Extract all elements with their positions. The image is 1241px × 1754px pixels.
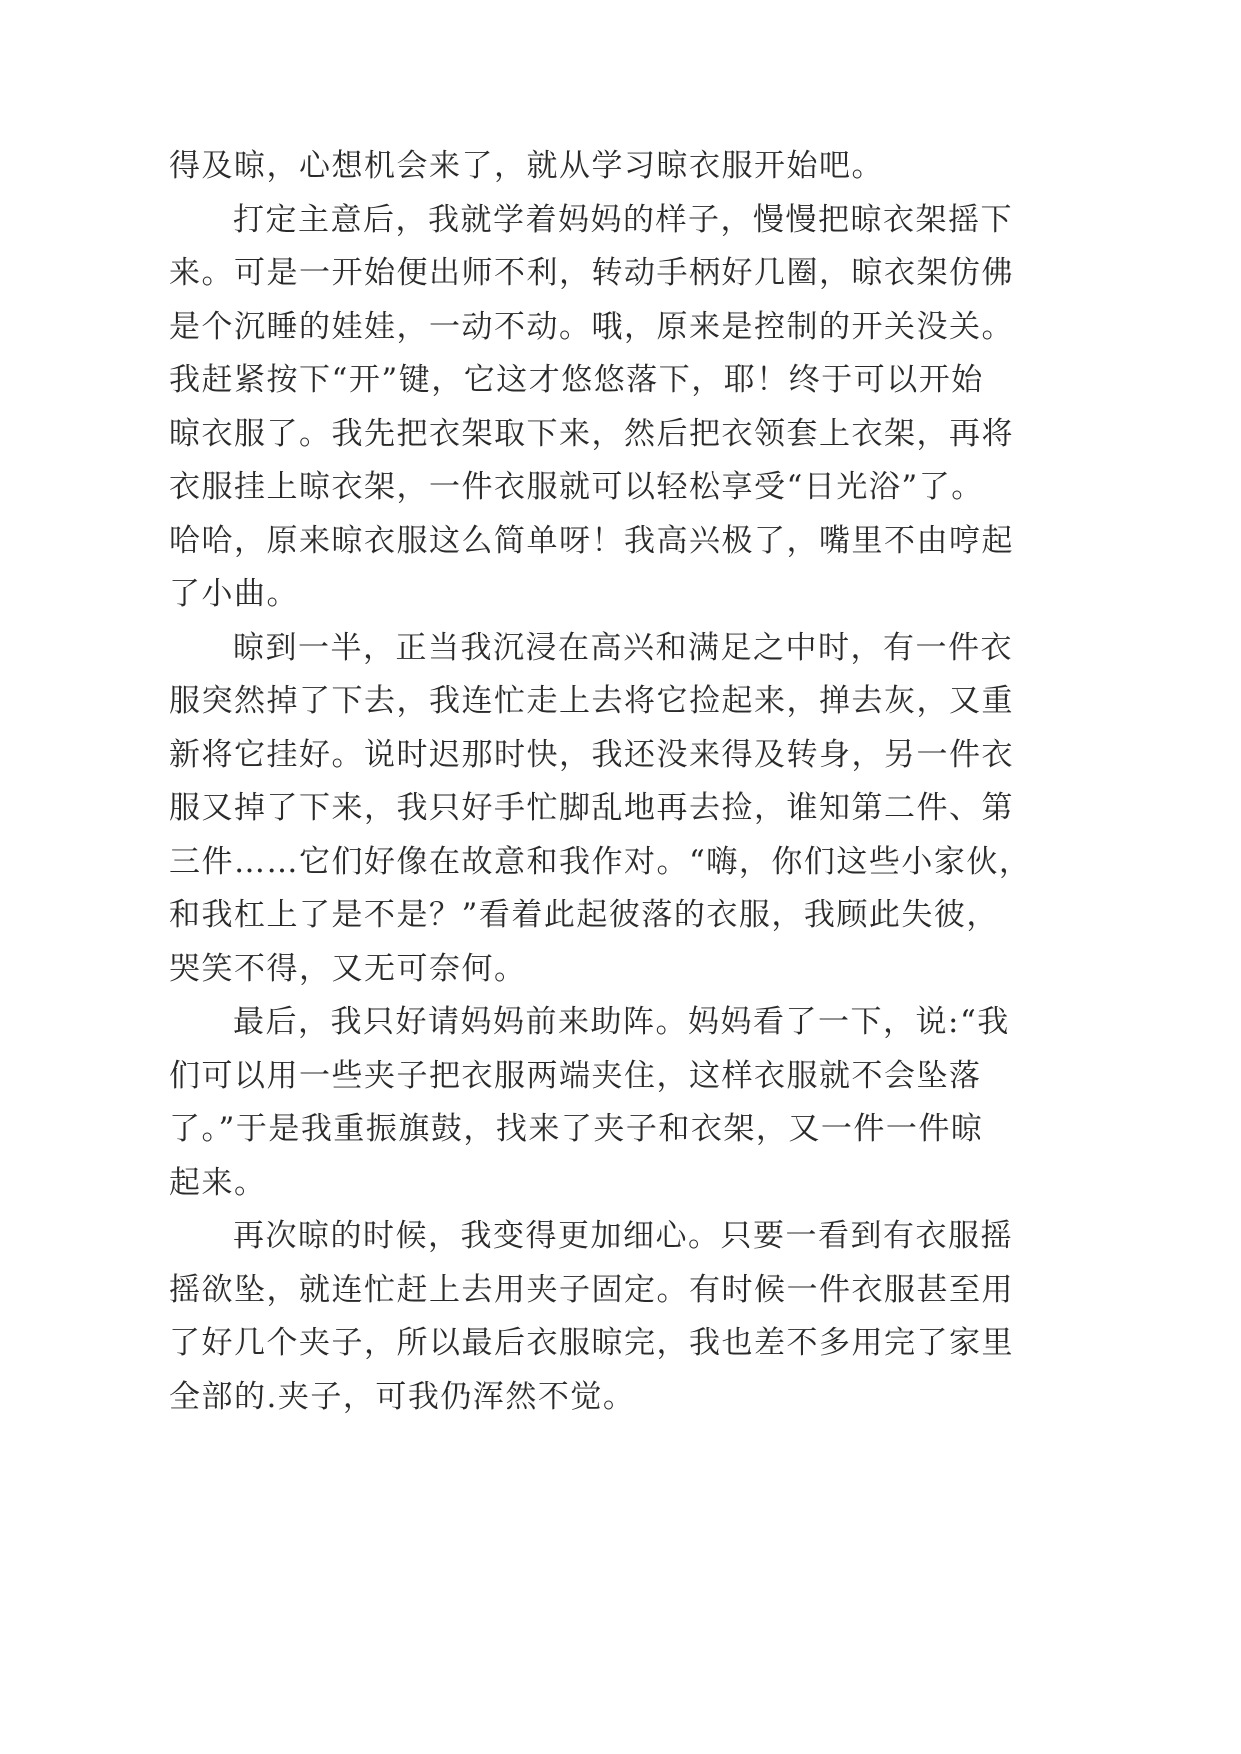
body-text bbox=[169, 140, 1032, 1424]
text-line: 最后，我只好请妈妈前来助阵。妈妈看了一下，说:“我 bbox=[233, 1004, 1010, 1040]
paragraph bbox=[169, 996, 1010, 1210]
text-line: 三件……它们好像在故意和我作对。“嗨，你们这些小家伙， bbox=[169, 843, 1032, 880]
text-line: 起来。 bbox=[169, 1164, 267, 1201]
text-line: 摇欲坠，就连忙赶上去用夹子固定。有时候一件衣服甚至用 bbox=[169, 1271, 1014, 1308]
paragraph bbox=[169, 1210, 1014, 1424]
paragraph bbox=[169, 622, 1032, 997]
text-line: 晾到一半，正当我沉浸在高兴和满足之中时，有一件衣 bbox=[233, 629, 1013, 666]
text-line: 服又掉了下来，我只好手忙脚乱地再去捡，谁知第二件、第 bbox=[169, 790, 1014, 826]
text-line: 打定主意后，我就学着妈妈的样子，慢慢把晾衣架摇下 bbox=[233, 201, 1013, 238]
text-line: 晾衣服了。我先把衣架取下来，然后把衣领套上衣架，再将 bbox=[169, 415, 1014, 452]
text-line: 哭笑不得，又无可奈何。 bbox=[169, 950, 527, 987]
text-line: 和我杠上了是不是？”看着此起彼落的衣服，我顾此失彼， bbox=[169, 897, 999, 933]
text-line: 们可以用一些夹子把衣服两端夹住，这样衣服就不会坠落 bbox=[169, 1057, 982, 1094]
text-line: 新将它挂好。说时迟那时快，我还没来得及转身，另一件衣 bbox=[169, 736, 1014, 773]
text-line: 再次晾的时候，我变得更加细心。只要一看到有衣服摇 bbox=[233, 1218, 1013, 1254]
text-line: 全部的.夹子，可我仍浑然不觉。 bbox=[169, 1378, 636, 1415]
text-line: 服突然掉了下去，我连忙走上去将它捡起来，掸去灰，又重 bbox=[169, 683, 1014, 719]
text-line: 了。”于是我重振旗鼓，找来了夹子和衣架，又一件一件晾 bbox=[169, 1111, 984, 1147]
text-line: 来。可是一开始便出师不利，转动手柄好几圈，晾衣架仿佛 bbox=[169, 255, 1014, 291]
paragraph bbox=[169, 140, 949, 194]
text-line: 我赶紧按下“开”键，它这才悠悠落下，耶！终于可以开始 bbox=[169, 362, 984, 398]
text-line: 得及晾，心想机会来了，就从学习晾衣服开始吧。 bbox=[169, 148, 884, 184]
paragraph bbox=[169, 194, 1014, 622]
text-line: 哈哈，原来晾衣服这么简单呀！我高兴极了，嘴里不由哼起 bbox=[169, 522, 1014, 559]
text-line: 了好几个夹子，所以最后衣服晾完，我也差不多用完了家里 bbox=[169, 1325, 1014, 1361]
text-line: 是个沉睡的娃娃，一动不动。哦，原来是控制的开关没关。 bbox=[169, 308, 1014, 345]
text-line: 衣服挂上晾衣架，一件衣服就可以轻松享受“日光浴”了。 bbox=[169, 469, 984, 505]
text-line: 了小曲。 bbox=[169, 576, 299, 612]
